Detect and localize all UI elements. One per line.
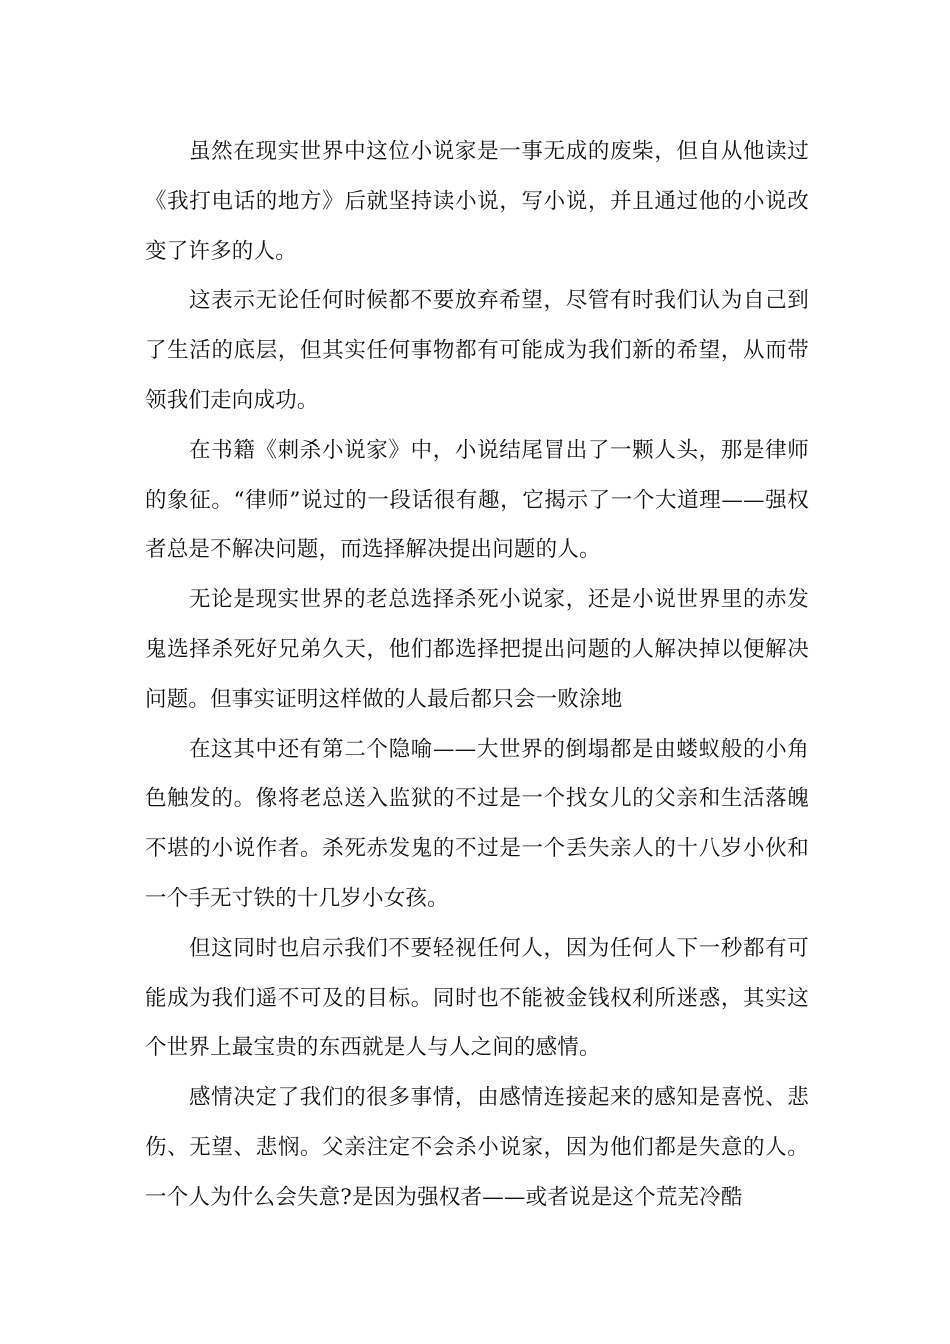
paragraph-4: 无论是现实世界的老总选择杀死小说家，还是小说世界里的赤发鬼选择杀死好兄弟久天，他们都选择把提出问题的人解决掉以便解决问题。但事实证明这样做的人最后都只会一败涂地 (145, 587, 809, 712)
paragraph-2: 这表示无论任何时候都不要放弃希望，尽管有时我们认为自己到了生活的底层，但其实任何事物都有可能成为我们新的希望，从而带领我们走向成功。 (145, 288, 809, 413)
paragraph-6: 但这同时也启示我们不要轻视任何人，因为任何人下一秒都有可能成为我们遥不可及的目标。同时也不能被金钱权利所迷惑，其实这个世界上最宝贵的东西就是人与人之间的感情。 (145, 935, 809, 1061)
paragraph-5: 在这其中还有第二个隐喻——大世界的倒塌都是由蝼蚁般的小角色触发的。像将老总送入监狱的不过是一个找女儿的父亲和生活落魄不堪的小说作者。杀死赤发鬼的不过是一个丢失亲人的十八岁小伙和一个手无寸铁的十几岁小女孩。 (145, 736, 809, 911)
paragraph-7: 感情决定了我们的很多事情，由感情连接起来的感知是喜悦、悲伤、无望、悲悯。父亲注定不会杀小说家，因为他们都是失意的人。一个人为什么会失意?是因为强权者——或者说是这个荒芜冷酷 (145, 1085, 809, 1210)
paragraph-3: 在书籍《刺杀小说家》中，小说结尾冒出了一颗人头，那是律师的象征。“律师”说过的一段话很有趣，它揭示了一个大道理——强权者总是不解决问题，而选择解决提出问题的人。 (145, 437, 809, 563)
paragraph-1: 虽然在现实世界中这位小说家是一事无成的废柴，但自从他读过《我打电话的地方》后就坚持读小说，写小说，并且通过他的小说改变了许多的人。 (145, 139, 809, 264)
document-body (145, 127, 809, 1223)
